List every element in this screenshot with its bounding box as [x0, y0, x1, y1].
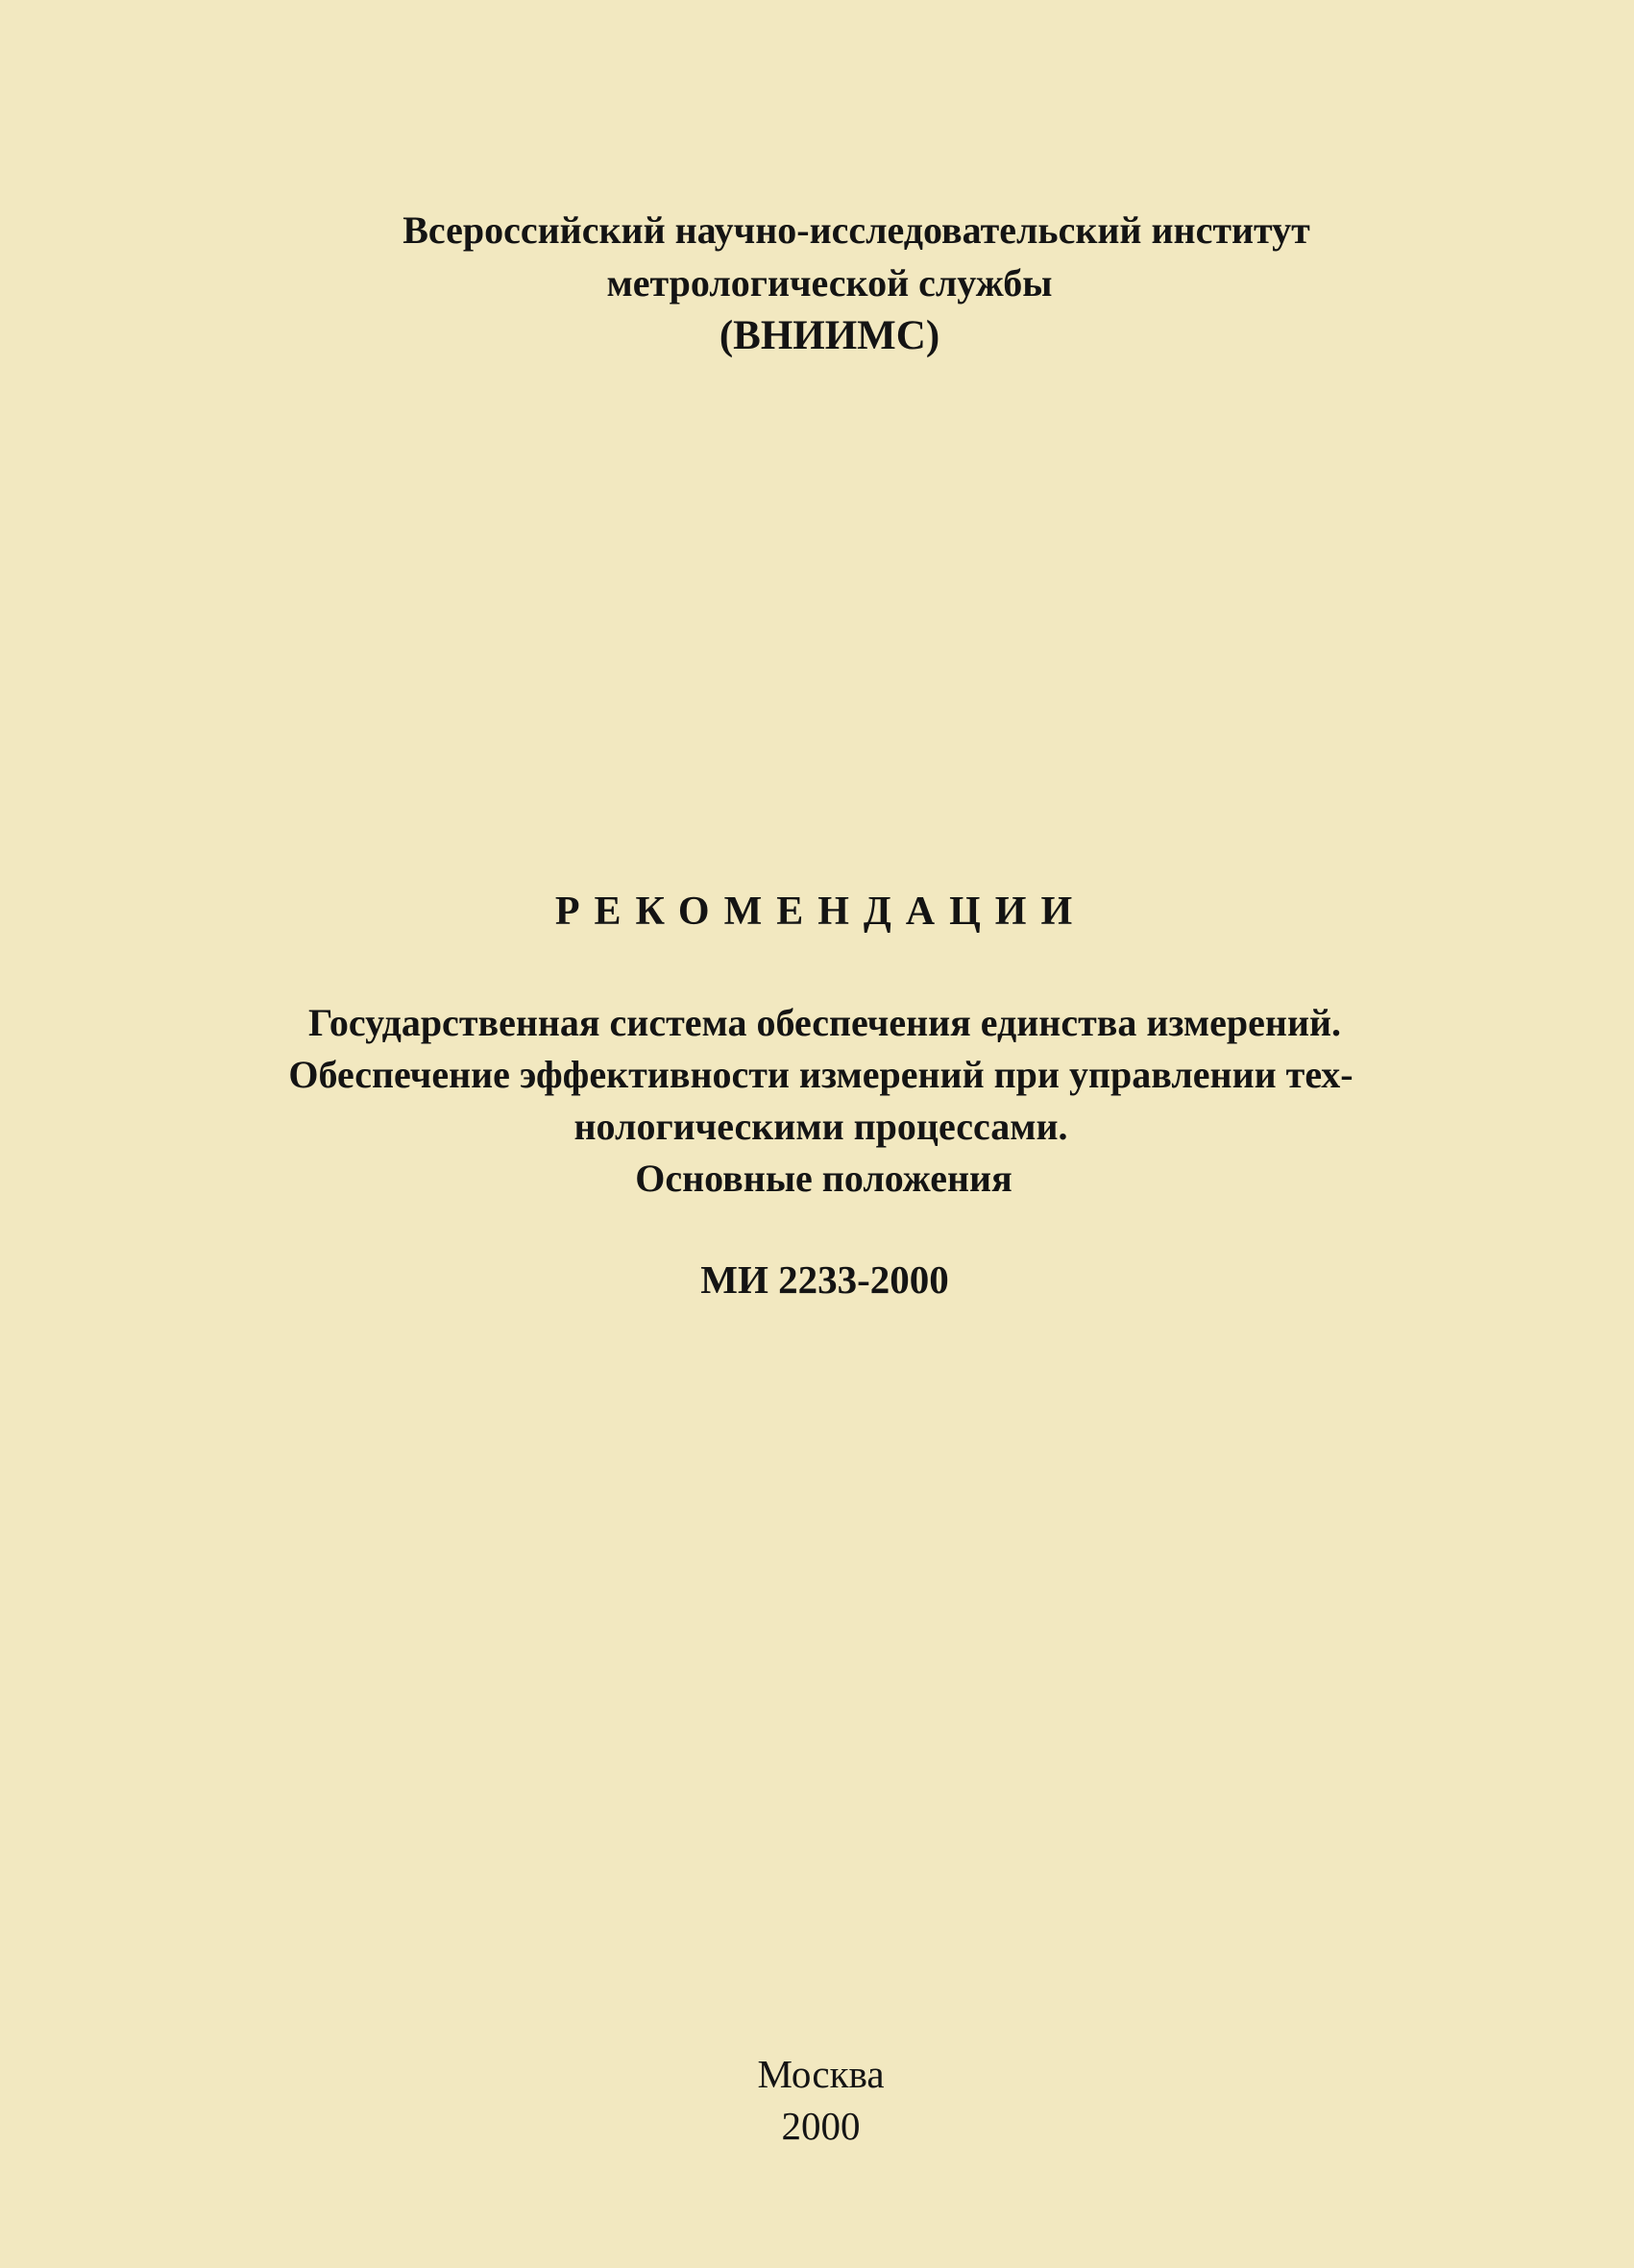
imprint-year: 2000: [781, 2104, 861, 2148]
document-title-line-2: Обеспечение эффективности измерений при управлении тех-: [288, 1053, 1354, 1096]
institute-abbreviation: (ВНИИМС): [719, 313, 940, 358]
document-title-line-3: нологическими процессами.: [573, 1105, 1068, 1148]
document-number: МИ 2233-2000: [700, 1257, 949, 1302]
document-title: [0, 997, 1634, 1205]
imprint: [0, 2048, 1634, 2152]
institute-line-2: метрологической службы: [606, 261, 1053, 305]
institute-line-1: Всероссийский научно-исследовательский институт: [402, 208, 1310, 252]
institute-name: [0, 204, 1634, 362]
document-title-line-1: Государственная система обеспечения единства измерений.: [307, 1001, 1342, 1044]
document-title-line-4: Основные положения: [635, 1157, 1012, 1200]
imprint-city: Москва: [757, 2052, 885, 2096]
document-type: РЕКОМЕНДАЦИИ: [554, 890, 1087, 934]
